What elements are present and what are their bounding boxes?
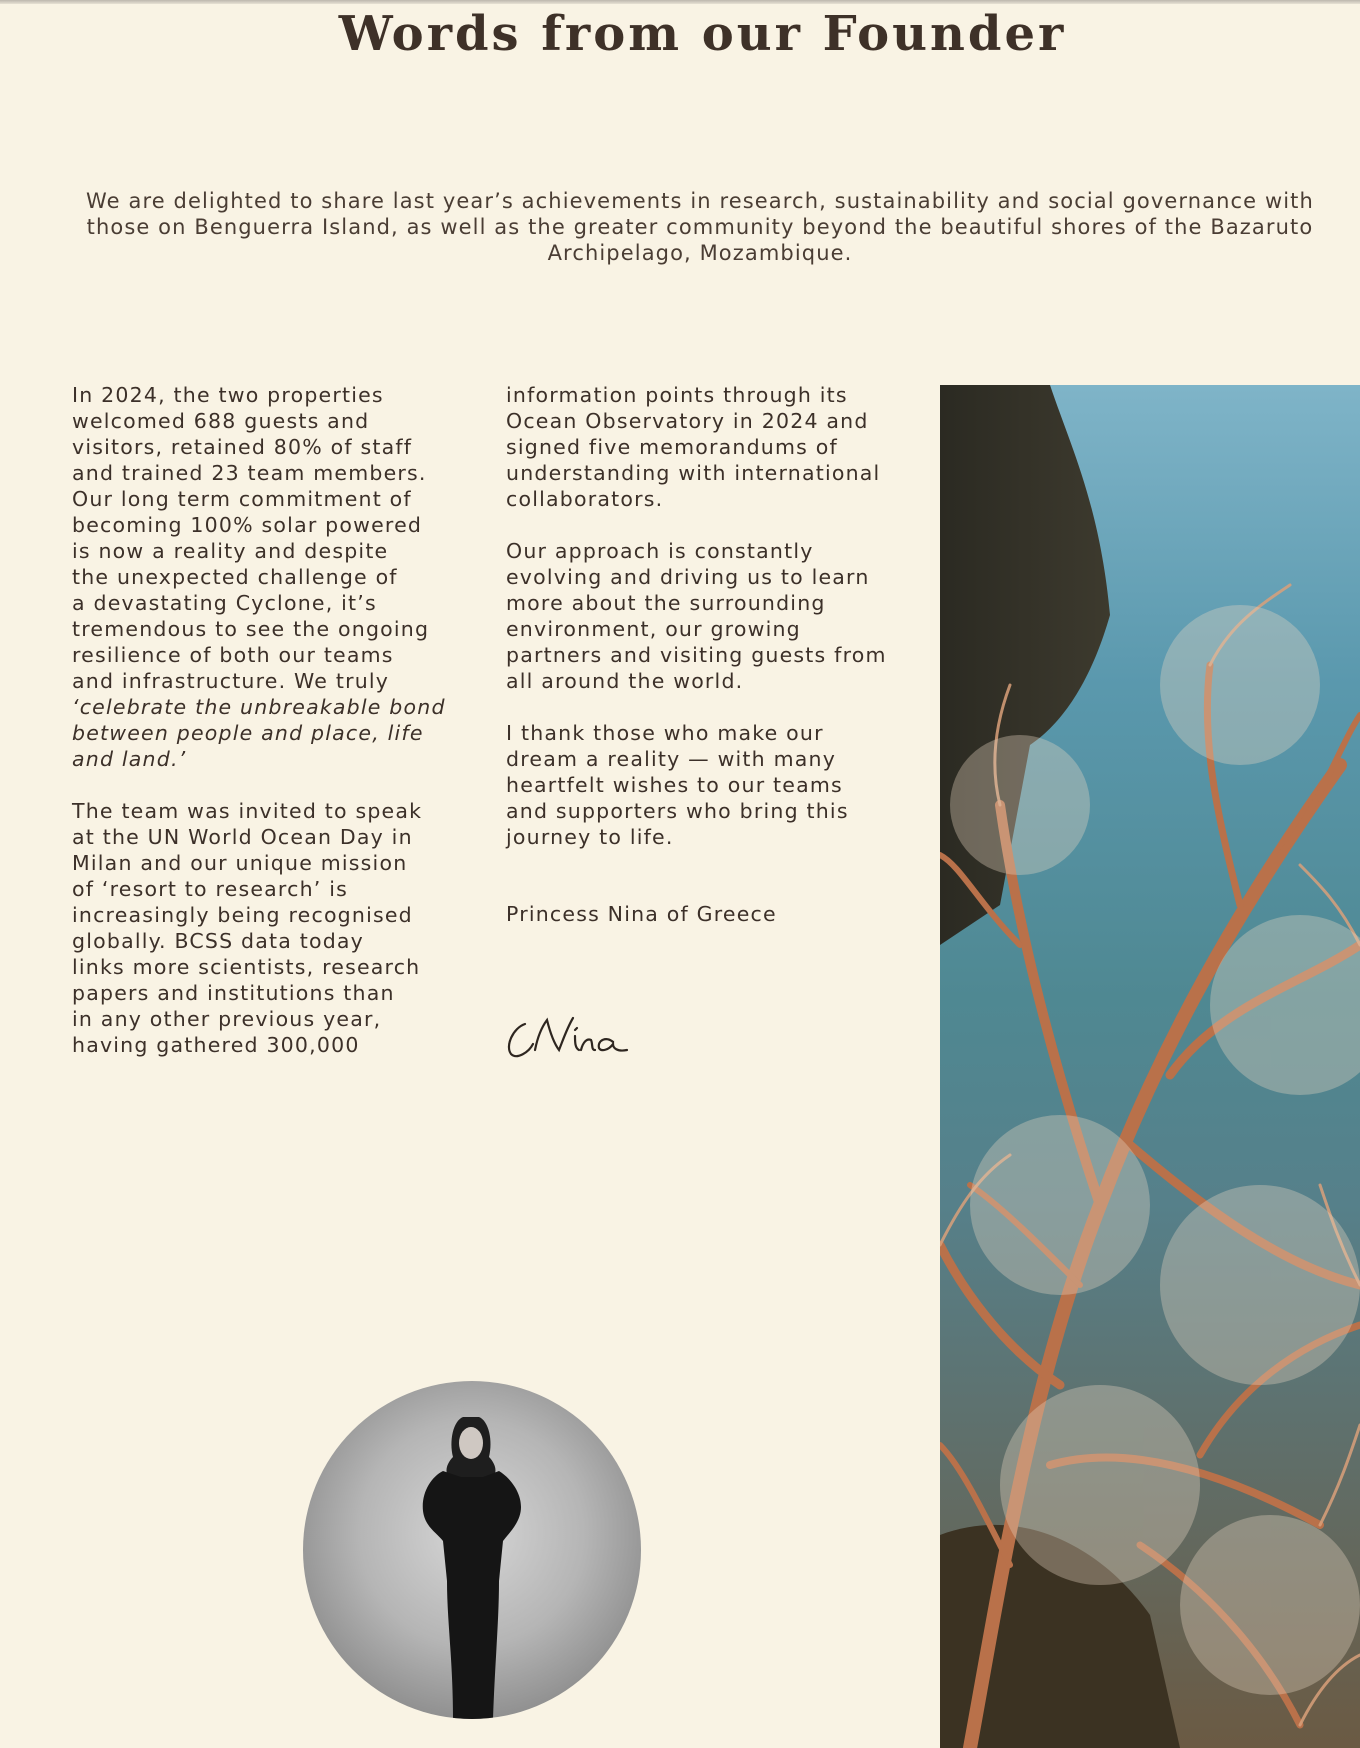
- text-line: at the UN World Ocean Day in: [72, 825, 413, 849]
- text-line: In 2024, the two properties: [72, 383, 384, 407]
- text-line: journey to life.: [506, 825, 674, 849]
- text-line: signed five memorandums of: [506, 435, 838, 459]
- text-line: is now a reality and despite: [72, 539, 389, 563]
- text-line: of ‘resort to research’ is: [72, 877, 348, 901]
- left-text-column: [72, 382, 472, 1058]
- text-line: having gathered 300,000: [72, 1033, 360, 1057]
- text-line: The team was invited to speak: [72, 799, 423, 823]
- text-line: environment, our growing: [506, 617, 801, 641]
- text-line: visitors, retained 80% of staff: [72, 435, 413, 459]
- text-line: evolving and driving us to learn: [506, 565, 870, 589]
- text-line: increasingly being recognised: [72, 903, 413, 927]
- text-line: papers and institutions than: [72, 981, 395, 1005]
- text-line: welcomed 688 guests and: [72, 409, 370, 433]
- text-line: the unexpected challenge of: [72, 565, 398, 589]
- page-title: Words from our Founder: [338, 6, 1067, 62]
- text-line: and infrastructure. We truly: [72, 669, 390, 693]
- quote-line: and land.’: [72, 747, 187, 771]
- intro-paragraph: We are delighted to share last year’s achievements in research, sustainability and social governance with those on Benguerra Island, as well as the greater community beyond the beautiful shores of the Bazaruto Archipelago, Mozambique.: [86, 189, 1314, 265]
- text-line: all around the world.: [506, 669, 744, 693]
- paragraph-ocean-observatory: [506, 382, 926, 512]
- coral-reef-photo: [940, 385, 1360, 1748]
- text-line: a devastating Cyclone, it’s: [72, 591, 377, 615]
- text-line: information points through its: [506, 383, 848, 407]
- text-line: Our long term commitment of: [72, 487, 412, 511]
- text-line: and trained 23 team members.: [72, 461, 427, 485]
- right-text-column: [506, 382, 926, 927]
- paragraph-un-ocean-day: [72, 798, 472, 1058]
- text-line: in any other previous year,: [72, 1007, 382, 1031]
- text-line: becoming 100% solar powered: [72, 513, 423, 537]
- text-line: resilience of both our teams: [72, 643, 394, 667]
- founder-portrait: [303, 1381, 641, 1719]
- text-line: and supporters who bring this: [506, 799, 849, 823]
- text-line: I thank those who make our: [506, 721, 824, 745]
- sea-fan-coral-illustration: [940, 385, 1360, 1748]
- author-name: Princess Nina of Greece: [506, 902, 777, 926]
- text-line: Our approach is constantly: [506, 539, 814, 563]
- text-line: heartfelt wishes to our teams: [506, 773, 843, 797]
- quote-line: ‘celebrate the unbreakable bond: [72, 695, 446, 719]
- text-line: globally. BCSS data today: [72, 929, 364, 953]
- text-line: more about the surrounding: [506, 591, 826, 615]
- text-line: Ocean Observatory in 2024 and: [506, 409, 869, 433]
- top-rule: [0, 0, 1360, 4]
- text-line: Milan and our unique mission: [72, 851, 408, 875]
- quote-line: between people and place, life: [72, 721, 424, 745]
- text-line: tremendous to see the ongoing: [72, 617, 430, 641]
- text-line: understanding with international: [506, 461, 881, 485]
- person-silhouette: [303, 1381, 641, 1719]
- text-line: partners and visiting guests from: [506, 643, 887, 667]
- paragraph-thanks: [506, 720, 926, 850]
- paragraph-stats: [72, 382, 472, 772]
- text-line: links more scientists, research: [72, 955, 421, 979]
- paragraph-approach: [506, 538, 926, 694]
- text-line: collaborators.: [506, 487, 664, 511]
- text-line: dream a reality — with many: [506, 747, 837, 771]
- signature: [503, 1006, 633, 1068]
